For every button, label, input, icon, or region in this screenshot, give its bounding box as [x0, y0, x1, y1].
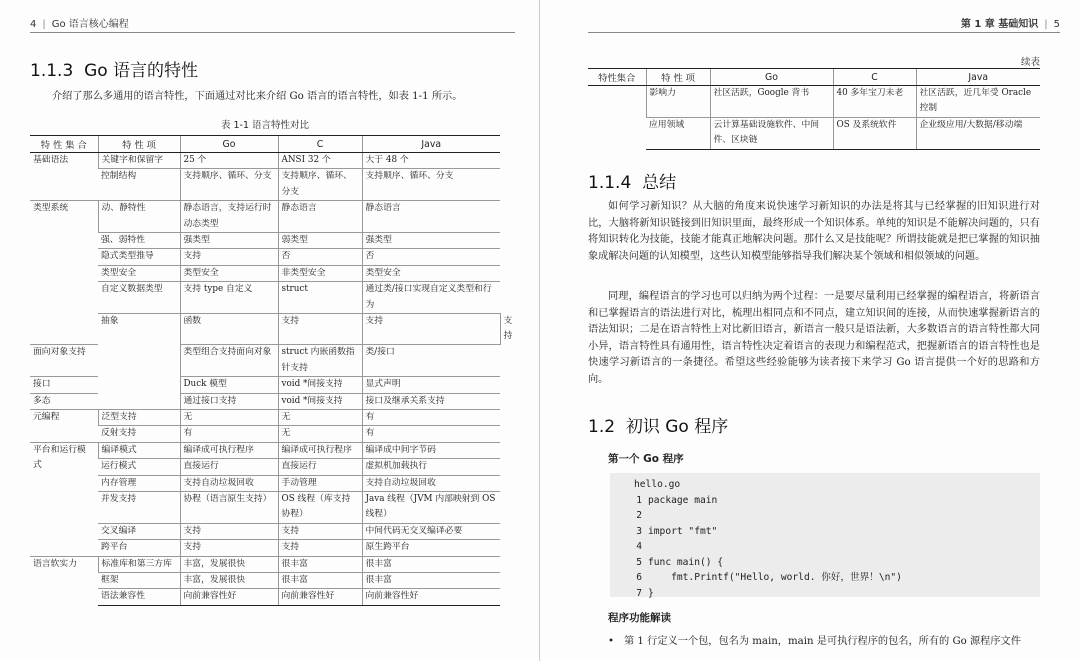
- feature-item-cell: 控制结构: [98, 169, 180, 201]
- c-cell: 支持: [278, 540, 362, 556]
- c-cell: struct 内嵌函数指针支持: [278, 345, 362, 377]
- go-cell: 支持: [278, 314, 362, 345]
- line-number: 4: [636, 541, 642, 552]
- feature-item-cell: 自定义数据类型: [98, 282, 180, 314]
- feature-item-cell: 影响力: [646, 86, 710, 118]
- go-cell: 通过接口支持: [180, 393, 278, 409]
- go-cell: 有: [180, 426, 278, 442]
- table-row: [588, 117, 1040, 149]
- c-cell: 支持顺序、循环、分支: [278, 169, 362, 201]
- java-cell: 类/接口: [362, 345, 500, 377]
- feature-group-cell: 抽象: [98, 314, 180, 410]
- line-number: 1: [636, 494, 642, 506]
- right-header: 第 1 章 基础知识 | 5: [960, 19, 1060, 30]
- feature-comparison-table-continued: [588, 68, 1040, 150]
- table-row: [30, 540, 500, 556]
- feature-item-cell: 动、静特性: [98, 201, 180, 233]
- first-program-heading: 第一个 Go 程序: [608, 453, 684, 465]
- feature-item-cell: 跨平台: [98, 540, 180, 556]
- feature-item-cell: 关键字和保留字: [98, 153, 180, 169]
- bullet-dot: •: [608, 636, 615, 647]
- java-cell: 支持自动垃圾回收: [362, 475, 500, 491]
- feature-item-cell: 框架: [98, 573, 180, 589]
- code-text: import "fmt": [648, 525, 718, 537]
- c-cell: 支持: [278, 523, 362, 539]
- table-header-row: [30, 136, 500, 153]
- go-cell: 向前兼容性好: [180, 589, 278, 605]
- go-cell: 支持自动垃圾回收: [180, 475, 278, 491]
- java-cell: 有: [362, 410, 500, 426]
- java-cell: 很丰富: [362, 573, 500, 589]
- bullet-text: 第 1 行定义一个包，包名为 main，main 是可执行程序的包名，所有的 Go 源程序文件: [624, 636, 1021, 647]
- summary-paragraph-2: 同理，编程语言的学习也可以归纳为两个过程：一是要尽量利用已经掌握的编程语言，将新语言和已掌握语言的语法进行对比，梳理出相同点和不同点，建立知识间的连接，从而快速掌握新语言的语法知识；二是在语言特性上对比新旧语言，新语言一般只是语法新，大多数语言的语言特性都大同小异，语言特性具有通用性，语言特性决定着语言的表现力和编程范式，把握新语言的语言特性也是快速学习新语言的一条捷径。希望这些经验能够为读者接下来学习 Go 语言提供一个好的思路和方向。: [588, 291, 1040, 385]
- c-cell: 否: [278, 249, 362, 265]
- feature-group-cell: 平台和运行模式: [30, 442, 98, 556]
- code-text: package main: [648, 494, 718, 506]
- go-cell: 类型组合支持面向对象: [180, 345, 278, 377]
- feature-item-cell: 编译模式: [98, 442, 180, 458]
- java-cell: Java 线程（JVM 内部映射到 OS 线程）: [362, 492, 500, 524]
- section-heading-1-1-4: [588, 168, 676, 193]
- c-cell: 弱类型: [278, 233, 362, 249]
- c-cell: 直接运行: [278, 459, 362, 475]
- go-cell: 静态语言，支持运行时动态类型: [180, 201, 278, 233]
- code-lines: [610, 493, 1040, 602]
- table-row: [30, 169, 500, 201]
- feature-item-cell: 强、弱特性: [98, 233, 180, 249]
- c-cell: OS 及系统软件: [833, 117, 916, 149]
- left-page-number: 4: [30, 19, 37, 30]
- java-cell: 静态语言: [362, 201, 500, 233]
- code-line: [610, 508, 1040, 524]
- java-cell: 否: [362, 249, 500, 265]
- c-cell: 手动管理: [278, 475, 362, 491]
- chapter-title: 第 1 章 基础知识: [960, 19, 1039, 30]
- feature-item-cell: 反射支持: [98, 426, 180, 442]
- table-row: 抽象 函数 支持 支持 支持: [30, 314, 500, 345]
- left-header-rule: [30, 32, 515, 33]
- code-text: }: [648, 587, 654, 599]
- table-row: [30, 459, 500, 475]
- table-row: [30, 492, 500, 524]
- feature-group-cell: [588, 86, 646, 150]
- feature-group-cell: 语言软实力: [30, 556, 98, 605]
- column-header: Java: [362, 136, 500, 153]
- go-cell: 丰富，发展很快: [180, 556, 278, 572]
- line-number: 7: [636, 587, 642, 599]
- section-heading-1-1-3: [30, 56, 198, 81]
- code-line: [610, 570, 1040, 586]
- java-cell: 有: [362, 426, 500, 442]
- java-cell: 原生跨平台: [362, 540, 500, 556]
- column-header: 特性集合: [588, 69, 646, 86]
- continued-label: 续表: [1020, 57, 1040, 68]
- feature-item-cell: 多态: [30, 393, 98, 409]
- c-cell: void *间接支持: [278, 377, 362, 393]
- c-cell: 很丰富: [278, 573, 362, 589]
- feature-item-cell: 语法兼容性: [98, 589, 180, 605]
- code-line: [610, 493, 1040, 509]
- go-cell: 支持: [180, 249, 278, 265]
- line-number: 3: [636, 525, 642, 537]
- feature-item-cell: 隐式类型推导: [98, 249, 180, 265]
- c-cell: 无: [278, 426, 362, 442]
- table-row: [30, 426, 500, 442]
- section-title: 初识 Go 程序: [625, 417, 729, 437]
- column-header: Go: [710, 69, 833, 86]
- table-row: [30, 442, 500, 458]
- go-cell: 支持 type 自定义: [180, 282, 278, 314]
- feature-item-cell: 应用领域: [646, 117, 710, 149]
- table-header-row: [588, 69, 1040, 86]
- feature-item-cell: 函数: [180, 314, 278, 345]
- go-cell: 强类型: [180, 233, 278, 249]
- go-cell: 类型安全: [180, 265, 278, 281]
- feature-group-cell: 元编程: [30, 410, 98, 443]
- table-row: [30, 153, 500, 169]
- c-cell: 支持: [362, 314, 500, 345]
- section-title: Go 语言的特性: [84, 61, 199, 81]
- column-header: 特 性 项: [646, 69, 710, 86]
- c-cell: 非类型安全: [278, 265, 362, 281]
- section-title: 总结: [642, 173, 677, 193]
- code-block: [610, 473, 1040, 597]
- section-number: 1.2: [588, 417, 616, 437]
- go-cell: 编译成可执行程序: [180, 442, 278, 458]
- feature-item-cell: 交叉编译: [98, 523, 180, 539]
- right-page-number: 5: [1053, 19, 1060, 30]
- java-cell: 虚拟机加载执行: [362, 459, 500, 475]
- java-cell: 支持顺序、循环、分支: [362, 169, 500, 201]
- feature-item-cell: 并发支持: [98, 492, 180, 524]
- go-cell: 云计算基础设施软件、中间件、区块链: [710, 117, 833, 149]
- table-row: [30, 556, 500, 572]
- table-row: [30, 410, 500, 426]
- feature-group-cell: 类型系统: [30, 201, 98, 345]
- go-cell: 支持: [180, 540, 278, 556]
- java-cell: 显式声明: [362, 377, 500, 393]
- table-row: [588, 86, 1040, 118]
- section-number: 1.1.4: [588, 173, 632, 193]
- column-header: 特 性 项: [98, 136, 180, 153]
- table-row: [30, 523, 500, 539]
- java-cell: 向前兼容性好: [362, 589, 500, 605]
- summary-paragraph-1: 如何学习新知识？从大脑的角度来说快速学习新知识的办法是将其与已经掌握的旧知识进行对比，大脑将新知识链接到旧知识里面，最终形成一个知识体系。单纯的知识是不能解决问题的，只有将知识转化为技能，技能才能真正地解决问题。那什么又是技能呢？所谓技能就是把已掌握的知识抽象成解决问题的认知模型，这些认知模型能够指导我们解决某个领域和相似领域的问题。: [588, 201, 1040, 262]
- feature-item-cell: 标准库和第三方库: [98, 556, 180, 572]
- c-cell: 静态语言: [278, 201, 362, 233]
- code-line: [610, 539, 1040, 555]
- line-number: 2: [636, 510, 642, 521]
- table-row: [30, 475, 500, 491]
- table-row: [30, 573, 500, 589]
- java-cell: 企业级应用/大数据/移动端: [916, 117, 1040, 149]
- c-cell: struct: [278, 282, 362, 314]
- feature-item-cell: 面向对象支持: [30, 345, 98, 377]
- table-row: [30, 282, 500, 314]
- go-cell: 直接运行: [180, 459, 278, 475]
- section-heading-1-2: [588, 412, 728, 437]
- column-header: C: [833, 69, 916, 86]
- code-line: [610, 524, 1040, 540]
- java-cell: 通过类/接口实现自定义类型和行为: [362, 282, 500, 314]
- java-cell: 大于 48 个: [362, 153, 500, 169]
- column-header: Go: [180, 136, 278, 153]
- table-row: [30, 265, 500, 281]
- feature-item-cell: 内存管理: [98, 475, 180, 491]
- java-cell: 中间代码无交叉编译必要: [362, 523, 500, 539]
- feature-group-cell: 基础语法: [30, 153, 98, 201]
- go-cell: 丰富，发展很快: [180, 573, 278, 589]
- code-line: [610, 555, 1040, 571]
- c-cell: 向前兼容性好: [278, 589, 362, 605]
- left-header: 4 | Go 语言核心编程: [30, 19, 129, 30]
- section-number: 1.1.3: [30, 61, 74, 81]
- column-header: C: [278, 136, 362, 153]
- left-book-title: Go 语言核心编程: [51, 19, 129, 30]
- table-row: [30, 589, 500, 605]
- right-header-rule: [588, 32, 1060, 33]
- column-header: Java: [916, 69, 1040, 86]
- feature-item-cell: 接口: [30, 377, 98, 393]
- java-cell: 接口及继承关系支持: [362, 393, 500, 409]
- go-cell: Duck 模型: [180, 377, 278, 393]
- table-caption: 表 1-1 语言特性对比: [220, 120, 310, 131]
- code-text: fmt.Printf("Hello, world. 你好，世界！\n"): [648, 572, 902, 583]
- table-row: [30, 233, 500, 249]
- line-number: 5: [636, 556, 642, 568]
- intro-paragraph: 介绍了那么多通用的语言特性，下面通过对比来介绍 Go 语言的语言特性，如表 1-1 所示。: [52, 91, 463, 102]
- code-filename: hello.go: [634, 479, 681, 490]
- feature-item-cell: 类型安全: [98, 265, 180, 281]
- c-cell: 很丰富: [278, 556, 362, 572]
- table-row: [30, 249, 500, 265]
- c-cell: void *间接支持: [278, 393, 362, 409]
- code-line: [610, 586, 1040, 602]
- c-cell: ANSI 32 个: [278, 153, 362, 169]
- go-cell: 25 个: [180, 153, 278, 169]
- c-cell: 40 多年宝刀未老: [833, 86, 916, 118]
- line-number: 6: [636, 572, 642, 583]
- go-cell: 支持: [180, 523, 278, 539]
- go-cell: 协程（语言原生支持）: [180, 492, 278, 524]
- bullet-item: [608, 632, 1048, 647]
- c-cell: OS 线程（库支持协程）: [278, 492, 362, 524]
- feature-item-cell: 运行模式: [98, 459, 180, 475]
- java-cell: 社区活跃，近几年受 Oracle 控制: [916, 86, 1040, 118]
- go-cell: 无: [180, 410, 278, 426]
- c-cell: 编译成可执行程序: [278, 442, 362, 458]
- c-cell: 无: [278, 410, 362, 426]
- java-cell: 编译成中间字节码: [362, 442, 500, 458]
- code-text: func main() {: [648, 556, 724, 568]
- right-page: [540, 0, 1080, 661]
- go-cell: 支持顺序、循环、分支: [180, 169, 278, 201]
- feature-item-cell: 泛型支持: [98, 410, 180, 426]
- java-cell: 类型安全: [362, 265, 500, 281]
- explanation-heading: 程序功能解读: [608, 612, 671, 624]
- table-row: [30, 201, 500, 233]
- go-cell: 社区活跃，Google 背书: [710, 86, 833, 118]
- column-header: 特 性 集 合: [30, 136, 98, 153]
- java-cell: 很丰富: [362, 556, 500, 572]
- feature-comparison-table: [30, 135, 513, 606]
- java-cell: 强类型: [362, 233, 500, 249]
